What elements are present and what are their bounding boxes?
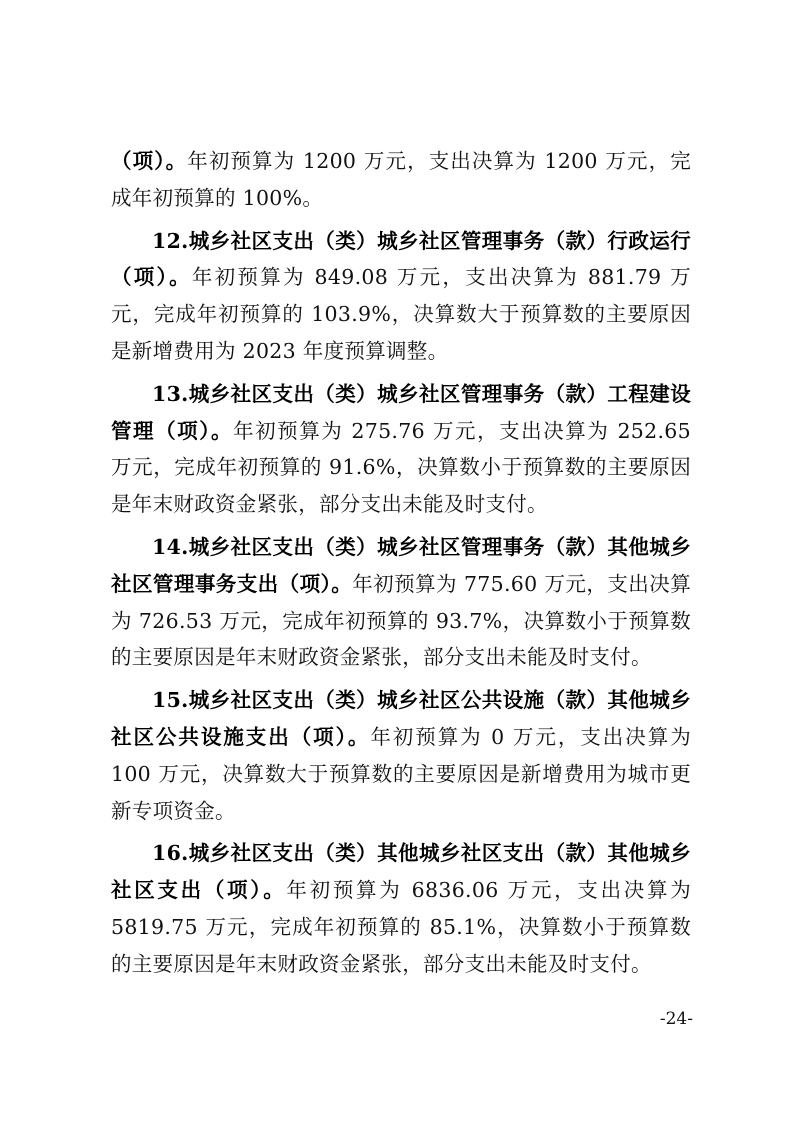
paragraph-heading: （项）。 bbox=[111, 149, 188, 173]
paragraph-heading: 12.城乡社区支出（类）城乡社区管理事务（款）行政运行（项）。 bbox=[111, 228, 691, 290]
paragraph-text: 年初预算为 6836.06 万元，支出决算为 5819.75 万元，完成年初预算的 85.1%，决算数小于预算数的主要原因是年末财政资金紧张，部分支出未能及时支付。 bbox=[111, 878, 691, 976]
paragraph-heading: 15.城乡社区支出（类）城乡社区公共设施（款）其他城乡社区公共设施支出（项）。 bbox=[111, 688, 691, 749]
paragraph-heading: 13.城乡社区支出（类）城乡社区管理事务（款）工程建设管理（项）。 bbox=[111, 381, 691, 443]
paragraph-13 bbox=[111, 376, 691, 523]
paragraph-text: 年初预算为 1200 万元，支出决算为 1200 万元，完成年初预算的 100%。 bbox=[111, 149, 692, 210]
paragraph-15 bbox=[111, 682, 691, 829]
paragraph-text: 年初预算为 849.08 万元，支出决算为 881.79 万元，完成年初预算的 103.9%，决算数大于预算数的主要原因是新增费用为 2023 年度预算调整。 bbox=[111, 265, 691, 363]
paragraph-14 bbox=[111, 529, 691, 676]
paragraph-16 bbox=[111, 835, 691, 982]
paragraph-text: 年初预算为 0 万元，支出决算为 100 万元，决算数大于预算数的主要原因是新增费用为城市更新专项资金。 bbox=[111, 724, 691, 823]
paragraph-text: 年初预算为 775.60 万元，支出决算为 726.53 万元，完成年初预算的 93.7%，决算数小于预算数的主要原因是年末财政资金紧张，部分支出未能及时支付。 bbox=[111, 571, 691, 670]
paragraph-heading: 14.城乡社区支出（类）城乡社区管理事务（款）其他城乡社区管理事务支出（项）。 bbox=[111, 534, 691, 596]
paragraph-heading: 16.城乡社区支出（类）其他城乡社区支出（款）其他城乡社区支出（项）。 bbox=[111, 841, 691, 903]
paragraph-11-continued bbox=[111, 143, 691, 217]
paragraph-12 bbox=[111, 223, 691, 370]
paragraph-text: 年初预算为 275.76 万元，支出决算为 252.65 万元，完成年初预算的 91.6%，决算数小于预算数的主要原因是年末财政资金紧张，部分支出未能及时支付。 bbox=[111, 418, 691, 517]
document-body bbox=[111, 143, 691, 989]
page-number: -24- bbox=[659, 1009, 693, 1029]
